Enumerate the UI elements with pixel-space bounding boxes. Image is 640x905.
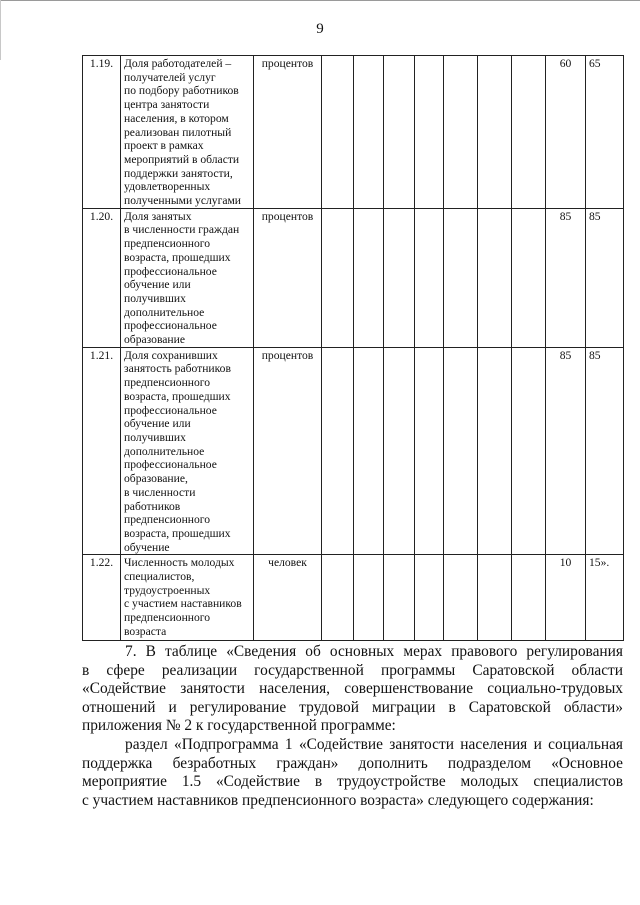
empty-value-cell (512, 347, 546, 555)
empty-value-cell (384, 208, 415, 347)
empty-value-cell (354, 208, 384, 347)
indicator-name-line: центра занятости (124, 98, 210, 112)
empty-value-cell (478, 56, 512, 209)
empty-value-cell (444, 555, 478, 641)
target-value-1: 60 (546, 56, 586, 209)
row-number: 1.19. (83, 56, 121, 209)
paragraph-line: поддержка безработных граждан» дополнить подразделом «Основное (82, 754, 623, 772)
empty-value-cell (415, 56, 444, 209)
paragraph-line: раздел «Подпрограмма 1 «Содействие занятости населения и социальная (125, 736, 623, 753)
indicator-name-line: удовлетворенных (124, 180, 211, 194)
indicator-name-line: дополнительное (124, 305, 205, 319)
empty-value-cell (444, 208, 478, 347)
scan-top-edge (0, 0, 640, 1)
indicator-name-line: работников (124, 499, 181, 513)
empty-value-cell (415, 347, 444, 555)
empty-value-cell (512, 56, 546, 209)
indicator-name-line: обучение или (124, 417, 191, 431)
empty-value-cell (478, 347, 512, 555)
empty-value-cell (415, 208, 444, 347)
indicator-name-line: Доля работодателей – (124, 57, 232, 70)
indicator-name-line: получателей услуг (124, 70, 216, 84)
target-value-1: 10 (546, 555, 586, 641)
empty-value-cell (354, 347, 384, 555)
indicator-name-line: в численности граждан (124, 223, 240, 237)
unit-of-measure: процентов (254, 347, 322, 555)
target-value-1: 85 (546, 347, 586, 555)
indicator-name-line: мероприятий в области (124, 152, 240, 166)
paragraph-line: мероприятие 1.5 «Содействие в трудоустройстве молодых специалистов (82, 773, 623, 791)
indicator-name-line: возраста, прошедших (124, 389, 231, 403)
indicator-name (121, 208, 254, 347)
indicator-name-line: проект в рамках (124, 139, 204, 153)
indicator-name-line: предпенсионного (124, 237, 211, 251)
indicator-name-line: в численности (124, 485, 196, 499)
row-number: 1.20. (83, 208, 121, 347)
indicator-name-line: профессиональное (124, 264, 217, 278)
empty-value-cell (444, 56, 478, 209)
empty-value-cell (322, 56, 354, 209)
empty-value-cell (512, 208, 546, 347)
row-number: 1.21. (83, 347, 121, 555)
empty-value-cell (354, 555, 384, 641)
indicator-name-line: поддержки занятости, (124, 166, 233, 180)
empty-value-cell (384, 555, 415, 641)
indicator-name-line: полученными услугами (124, 194, 242, 208)
indicator-name-line: с участием наставников (124, 597, 242, 611)
paragraph-line: приложения № 2 к государственной программе: (82, 717, 396, 735)
paragraph-line: с участием наставников предпенсионного возраста» следующего содержания: (82, 791, 594, 809)
indicator-name-line: по подбору работников (124, 84, 239, 98)
empty-value-cell (322, 347, 354, 555)
indicator-name-line: возраста, прошедших (124, 250, 231, 264)
table-row (83, 555, 624, 641)
indicator-name-line: реализован пилотный (124, 125, 232, 139)
indicator-name (121, 56, 254, 209)
indicators-table (82, 55, 624, 641)
target-value-2: 85 (586, 208, 624, 347)
indicator-name-line: населения, в котором (124, 111, 229, 125)
target-value-2: 65 (586, 56, 624, 209)
indicator-name-line: получивших (124, 291, 186, 305)
indicator-name-line: предпенсионного (124, 611, 211, 625)
indicator-name-line: Доля занятых (124, 209, 192, 223)
indicator-name-line: трудоустроенных (124, 583, 211, 597)
indicator-name-line: образование, (124, 472, 188, 486)
empty-value-cell (512, 555, 546, 641)
indicator-name-line: Численность молодых (124, 556, 235, 570)
paragraph-line: отношений и регулирование трудовой миграции в Саратовской области» (82, 698, 623, 716)
indicator-name-line: получивших (124, 430, 186, 444)
table-row (83, 347, 624, 555)
indicator-name-line: профессиональное (124, 403, 217, 417)
empty-value-cell (444, 347, 478, 555)
target-value-2: 15». (586, 555, 624, 641)
unit-of-measure: процентов (254, 208, 322, 347)
empty-value-cell (478, 208, 512, 347)
empty-value-cell (384, 347, 415, 555)
indicator-name (121, 555, 254, 641)
paragraph-line: «Содействие занятости населения, совершенствование социально-трудовых (82, 680, 623, 698)
paragraph-line: 7. В таблице «Сведения об основных мерах правового регулирования (125, 643, 623, 660)
table-row (83, 56, 624, 209)
indicator-name-line: занятость работников (124, 362, 231, 376)
indicator-name-line: возраста, прошедших (124, 526, 231, 540)
empty-value-cell (322, 555, 354, 641)
indicator-name-line: предпенсионного (124, 513, 211, 527)
indicator-name-line: дополнительное (124, 444, 205, 458)
paragraph-section-addition (82, 736, 623, 810)
indicator-name-line: специалистов, (124, 570, 195, 584)
unit-of-measure: человек (254, 555, 322, 641)
indicator-name-line: возраста (124, 624, 167, 638)
page-number: 9 (316, 21, 324, 37)
indicator-name-line: Доля сохранивших (124, 348, 218, 362)
indicator-name-line: профессиональное (124, 458, 217, 472)
row-number: 1.22. (83, 555, 121, 641)
empty-value-cell (322, 208, 354, 347)
empty-value-cell (384, 56, 415, 209)
indicator-name-line: образование (124, 333, 185, 347)
indicator-name-line: обучение или (124, 278, 191, 292)
table-row (83, 208, 624, 347)
indicator-name-line: профессиональное (124, 319, 217, 333)
indicators-table-body (83, 56, 624, 641)
paragraph-line: в сфере реализации государственной программы Саратовской области (82, 661, 623, 679)
target-value-2: 85 (586, 347, 624, 555)
empty-value-cell (415, 555, 444, 641)
indicator-name-line: предпенсионного (124, 376, 211, 390)
paragraph-7 (82, 643, 623, 736)
target-value-1: 85 (546, 208, 586, 347)
unit-of-measure: процентов (254, 56, 322, 209)
empty-value-cell (354, 56, 384, 209)
indicator-name-line: обучение (124, 540, 170, 554)
empty-value-cell (478, 555, 512, 641)
indicator-name (121, 347, 254, 555)
